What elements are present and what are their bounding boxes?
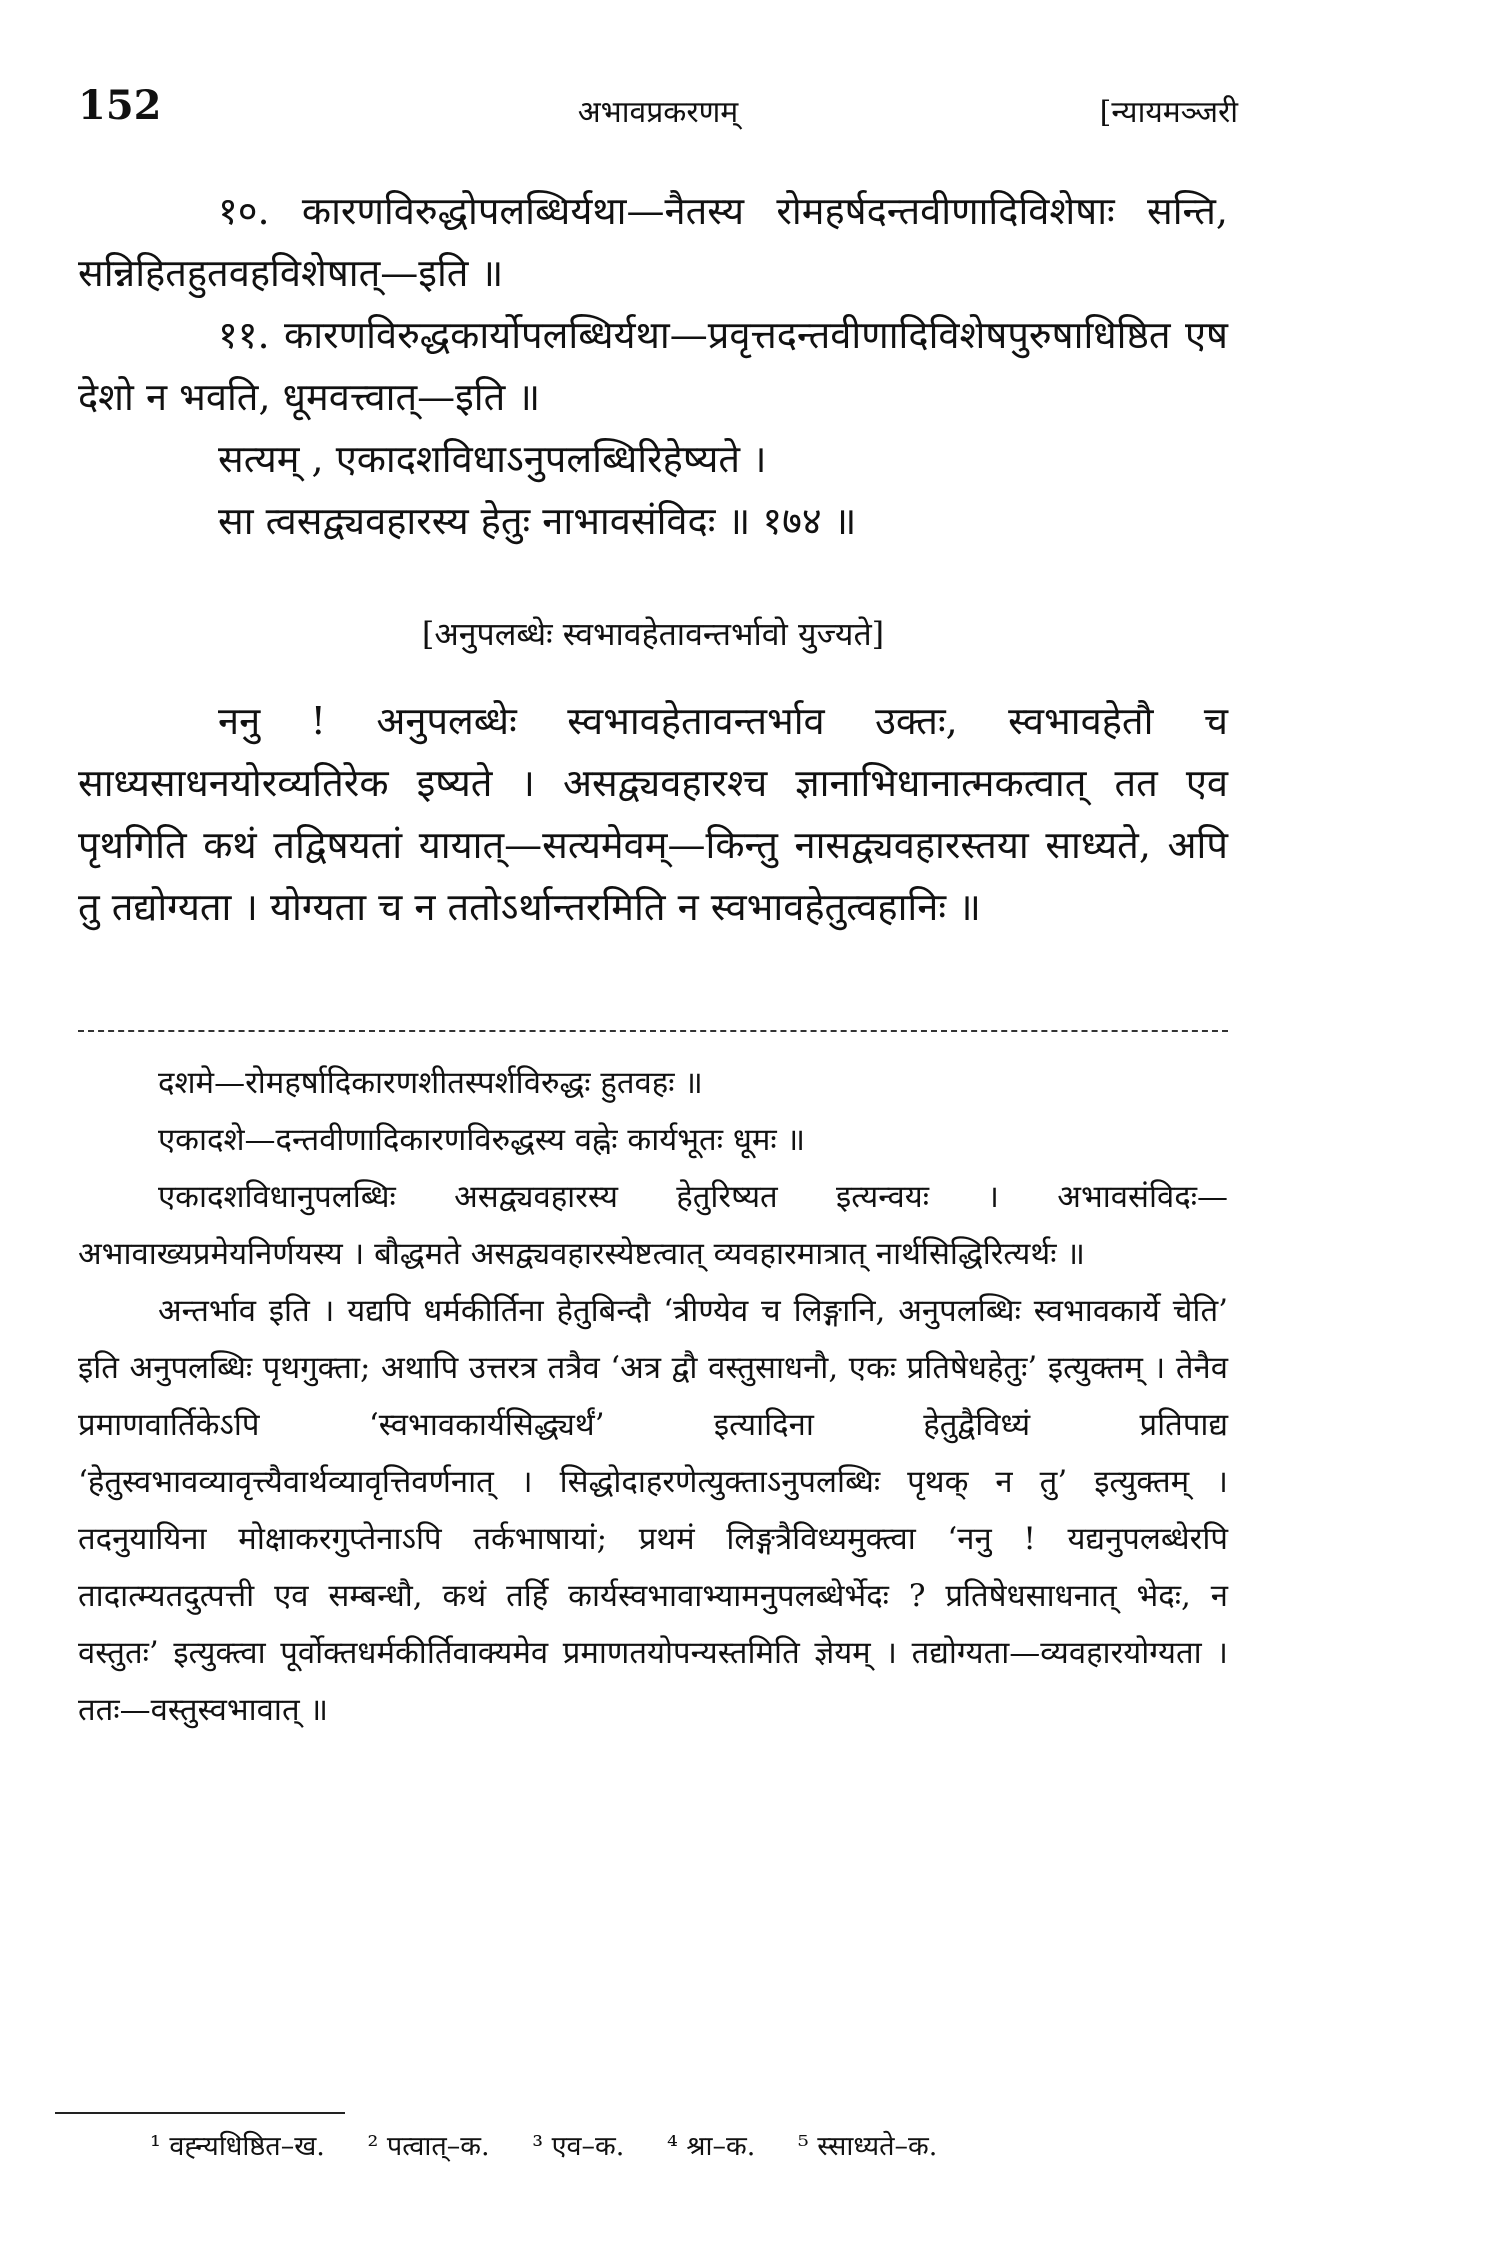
- footnote-5: ⁵ स्साध्यते–क.: [797, 2131, 938, 2162]
- paragraph-nanu: ननु ! अनुपलब्धेः स्वभावहेतावन्तर्भाव उक्तः, स्वभावहेतौ च साध्यसाधनयोरव्यतिरेक इष्यते । असद्व्यवहारश्च ज्ञानाभिधानात्मकत्वात् तत एव पृथगिति कथं तद्विषयतां यायात्—सत्यमेवम्—किन्तु नासद्व्यवहारस्तया साध्यते, अपि तु तद्योग्यता । योग्यता च न ततोऽर्थान्तरमिति न स्वभावहेतुत्वहानिः ॥: [78, 699, 1228, 929]
- verse-line-2: सा त्वसद्व्यवहारस्य हेतुः नाभावसंविदः ॥ १७४ ॥: [218, 499, 857, 543]
- dashed-divider: [78, 1030, 1228, 1032]
- book-title: [न्यायमञ्जरी: [1099, 95, 1238, 130]
- section-heading: [अनुपलब्धेः स्वभावहेतावन्तर्भावो युज्यते]: [421, 615, 885, 653]
- page-header: [78, 82, 1238, 142]
- footnote-rule: [55, 2112, 345, 2114]
- footnote-2: ² पत्वात्–क.: [367, 2131, 490, 2162]
- commentary-para-4: अन्तर्भाव इति । यद्यपि धर्मकीर्तिना हेतुबिन्दौ ‘त्रीण्येव च लिङ्गानि, अनुपलब्धिः स्वभावकार्ये चेति’ इति अनुपलब्धिः पृथगुक्ता; अथापि उत्तरत्र तत्रैव ‘अत्र द्वौ वस्तुसाधनौ, एकः प्रतिषेधहेतुः’ इत्युक्तम् । तेनैव प्रमाणवार्तिकेऽपि ‘स्वभावकार्यसिद्ध्यर्थं’ इत्यादिना हेतुद्वैविध्यं प्रतिपाद्य ‘हेतुस्वभावव्यावृत्त्यैवार्थव्यावृत्तिवर्णनात् । सिद्धोदाहरणेत्युक्ताऽनुपलब्धिः पृथक् न तु’ इत्युक्तम् । तदनुयायिना मोक्षाकरगुप्तेनाऽपि तर्कभाषायां; प्रथमं लिङ्गत्रैविध्यमुक्त्वा ‘ननु ! यद्यनुपलब्धेरपि तादात्म्यतदुत्पत्ती एव सम्बन्धौ, कथं तर्हि कार्यस्वभावाभ्यामनुपलब्धेर्भेदः ? प्रतिषेधसाधनात् भेदः, न वस्तुतः’ इत्युक्त्वा पूर्वोक्तधर्मकीर्तिवाक्यमेव प्रमाणतयोपन्यस्तमिति ज्ञेयम् । तद्योग्यता—व्यवहारयोग्यता । ततः—वस्तुस्वभावात् ॥: [78, 1293, 1228, 1728]
- page-number: 152: [78, 82, 162, 129]
- commentary-line-2: एकादशे—दन्तवीणादिकारणविरुद्धस्य वह्नेः कार्यभूतः धूमः ॥: [158, 1122, 806, 1158]
- footnote-1: ¹ वह्न्यधिष्ठित–ख.: [150, 2131, 325, 2162]
- footnote-4: ⁴ श्रा–क.: [666, 2131, 756, 2162]
- main-text-bottom: [78, 690, 1228, 938]
- commentary: [78, 1055, 1228, 1739]
- footnotes: [150, 2125, 1230, 2169]
- commentary-para-3: एकादशविधानुपलब्धिः असद्व्यवहारस्य हेतुरिष्यत इत्यन्वयः । अभावसंविदः—अभावाख्यप्रमेयनिर्णयस्य । बौद्धमते असद्व्यवहारस्येष्टत्वात् व्यवहारमात्रात् नार्थसिद्धिरित्यर्थः ॥: [78, 1179, 1228, 1272]
- running-head: अभावप्रकरणम्: [577, 95, 739, 130]
- commentary-line-1: दशमे—रोमहर्षादिकारणशीतस्पर्शविरुद्धः हुतवहः ॥: [158, 1065, 703, 1101]
- main-text-top: [78, 180, 1228, 552]
- paragraph-10: १०. कारणविरुद्धोपलब्धिर्यथा—नैतस्य रोमहर्षदन्तवीणादिविशेषाः सन्ति, सन्निहितहुतवहविशेषात्—इति ॥: [78, 189, 1228, 295]
- paragraph-11: ११. कारणविरुद्धकार्योपलब्धिर्यथा—प्रवृत्तदन्तवीणादिविशेषपुरुषाधिष्ठित एष देशो न भवति, धूमवत्त्वात्—इति ॥: [78, 313, 1228, 419]
- footnote-3: ³ एव–क.: [532, 2131, 625, 2162]
- verse-line-1: सत्यम् , एकादशविधाऽनुपलब्धिरिहेष्यते ।: [218, 437, 767, 481]
